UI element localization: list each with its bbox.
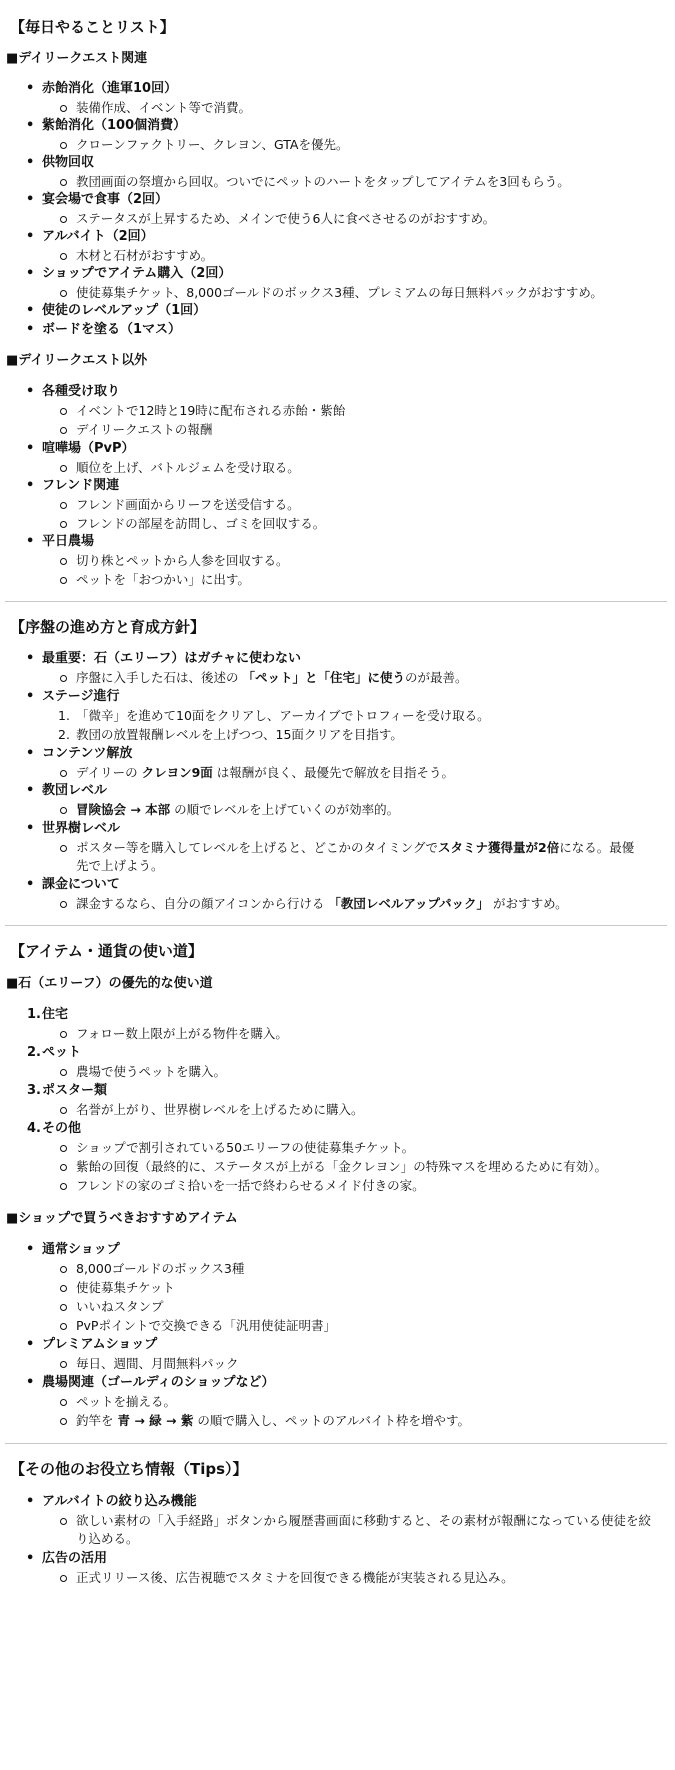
list-subitem: フレンド画面からリーフを送受信する。 xyxy=(76,497,300,512)
list-subitem: フレンドの部屋を訪問し、ゴミを回収する。 xyxy=(76,516,326,531)
subheading-other-daily: ■デイリークエスト以外 xyxy=(6,353,148,368)
section-title-items: 【アイテム・通貨の使い道】 xyxy=(10,942,203,960)
list-subitem: 農場で使うペットを購入。 xyxy=(76,1064,227,1079)
list-subitem: 使徒募集チケット xyxy=(76,1280,175,1295)
subheading-daily-quest: ■デイリークエスト関連 xyxy=(6,51,148,66)
list-item: • 宴会場で食事（2回） xyxy=(42,191,168,209)
list-subitem: 1. 「微辛」を進めて10面をクリアし、アーカイブでトロフィーを受け取る。 xyxy=(58,708,490,723)
list-subitem: イベントで12時と19時に配布される赤飴・紫飴 xyxy=(76,403,346,418)
list-item: • 平日農場 xyxy=(42,533,94,551)
list-subitem: ショップで割引されている50エリーフの使徒募集チケット。 xyxy=(76,1140,415,1155)
list-subitem: 毎日、週間、月間無料パック xyxy=(76,1356,239,1371)
list-subitem: 切り株とペットから人参を回収する。 xyxy=(76,553,289,568)
list-subitem: 木材と石材がおすすめ。 xyxy=(76,248,214,263)
list-item: • アルバイトの絞り込み機能 xyxy=(42,1493,197,1511)
list-subitem: ペットを揃える。 xyxy=(76,1394,177,1409)
list-subitem: 冒険協会 → 本部 の順でレベルを上げていくのが効率的。 xyxy=(76,802,400,817)
list-subitem: デイリーの クレヨン9面 は報酬が良く、最優先で解放を目指そう。 xyxy=(76,765,455,780)
list-subitem: デイリークエストの報酬 xyxy=(76,422,213,437)
list-subitem: 装備作成、イベント等で消費。 xyxy=(76,100,252,115)
list-item: 2. ペット xyxy=(27,1045,82,1060)
list-item: • 最重要：石（エリーフ）はガチャに使わない xyxy=(42,650,301,668)
list-item: 4. その他 xyxy=(27,1121,82,1136)
section-title-early-game: 【序盤の進め方と育成方針】 xyxy=(10,618,206,636)
list-item: • 世界樹レベル xyxy=(42,820,120,838)
list-item: • 教団レベル xyxy=(42,782,107,800)
list-subitem: 名誉が上がり、世界樹レベルを上げるために購入。 xyxy=(76,1102,364,1117)
list-subitem: 紫飴の回復（最終的に、ステータスが上がる「金クレヨン」の特殊マスを埋めるために有効）。 xyxy=(76,1159,608,1174)
list-subitem: 8,000ゴールドのボックス3種 xyxy=(76,1261,245,1276)
list-item: • 通常ショップ xyxy=(42,1241,120,1259)
list-subitem: フレンドの家のゴミ拾いを一括で終わらせるメイド付きの家。 xyxy=(76,1178,425,1193)
list-subitem: ポスター等を購入してレベルを上げると、どこかのタイミングでスタミナ獲得量が2倍になる。最優先で上げよう。 xyxy=(76,840,635,873)
list-subitem: クローンファクトリー、クレヨン、GTAを優先。 xyxy=(76,137,349,152)
divider xyxy=(5,601,667,602)
list-item: • 課金について xyxy=(42,876,120,894)
list-item: • 各種受け取り xyxy=(42,383,120,401)
list-subitem: 順位を上げ、バトルジェムを受け取る。 xyxy=(76,460,300,475)
list-item: • アルバイト（2回） xyxy=(42,228,154,246)
list-subitem: 序盤に入手した石は、後述の 「ペット」と「住宅」に使うのが最善。 xyxy=(76,670,468,685)
list-item: • 農場関連（ゴールディのショップなど） xyxy=(42,1374,274,1392)
list-item: • フレンド関連 xyxy=(42,477,119,495)
list-subitem: 2. 教団の放置報酬レベルを上げつつ、15面クリアを目指す。 xyxy=(58,727,403,742)
list-item: • ステージ進行 xyxy=(42,688,119,706)
list-subitem: 教団画面の祭壇から回収。ついでにペットのハートをタップしてアイテムを3回もらう。 xyxy=(76,174,570,189)
list-subitem: フォロー数上限が上がる物件を購入。 xyxy=(76,1026,288,1041)
list-item: • ショップでアイテム購入（2回） xyxy=(42,265,231,283)
section-title-daily: 【毎日やることリスト】 xyxy=(10,18,175,36)
list-item: 3. ポスター類 xyxy=(27,1083,108,1098)
subheading-shop-items: ■ショップで買うべきおすすめアイテム xyxy=(6,1211,238,1226)
list-subitem: いいねスタンプ xyxy=(76,1299,164,1314)
list-item: • コンテンツ解放 xyxy=(42,745,132,763)
list-item: 1. 住宅 xyxy=(27,1007,69,1022)
list-item: • 紫飴消化（100個消費） xyxy=(42,117,186,135)
list-item: • 供物回収 xyxy=(42,154,94,172)
list-subitem: PvPポイントで交換できる「汎用使徒証明書」 xyxy=(76,1318,336,1333)
list-subitem: 欲しい素材の「入手経路」ボタンから履歴書画面に移動すると、その素材が報酬になっている使徒を絞り込める。 xyxy=(76,1512,661,1548)
list-subitem: ステータスが上昇するため、メインで使う6人に食べさせるのがおすすめ。 xyxy=(76,211,496,226)
list-item: • 使徒のレベルアップ（1回） xyxy=(42,302,206,320)
list-item: • 喧嘩場（PvP） xyxy=(42,440,135,458)
list-subitem: 正式リリース後、広告視聴でスタミナを回復できる機能が実装される見込み。 xyxy=(76,1570,514,1585)
list-subitem: 釣竿を 青 → 緑 → 紫 の順で購入し、ペットのアルバイト枠を増やす。 xyxy=(76,1413,470,1428)
list-subitem: 使徒募集チケット、8,000ゴールドのボックス3種、プレミアムの毎日無料パックがおすすめ。 xyxy=(76,285,603,300)
list-item: • 赤飴消化（進軍10回） xyxy=(42,80,177,98)
section-title-tips: 【その他のお役立ち情報（Tips）】 xyxy=(10,1460,248,1478)
list-item: • プレミアムショップ xyxy=(42,1336,157,1354)
list-item: • 広告の活用 xyxy=(42,1550,107,1568)
list-subitem: ペットを「おつかい」に出す。 xyxy=(76,572,250,587)
subheading-stone-usage: ■石（エリーフ）の優先的な使い道 xyxy=(6,976,213,991)
list-item: • ボードを塗る（1マス） xyxy=(42,321,181,339)
list-subitem: 課金するなら、自分の顔アイコンから行ける 「教団レベルアップパック」 がおすすめ。 xyxy=(76,896,568,911)
divider xyxy=(5,925,667,926)
divider xyxy=(5,1443,667,1444)
